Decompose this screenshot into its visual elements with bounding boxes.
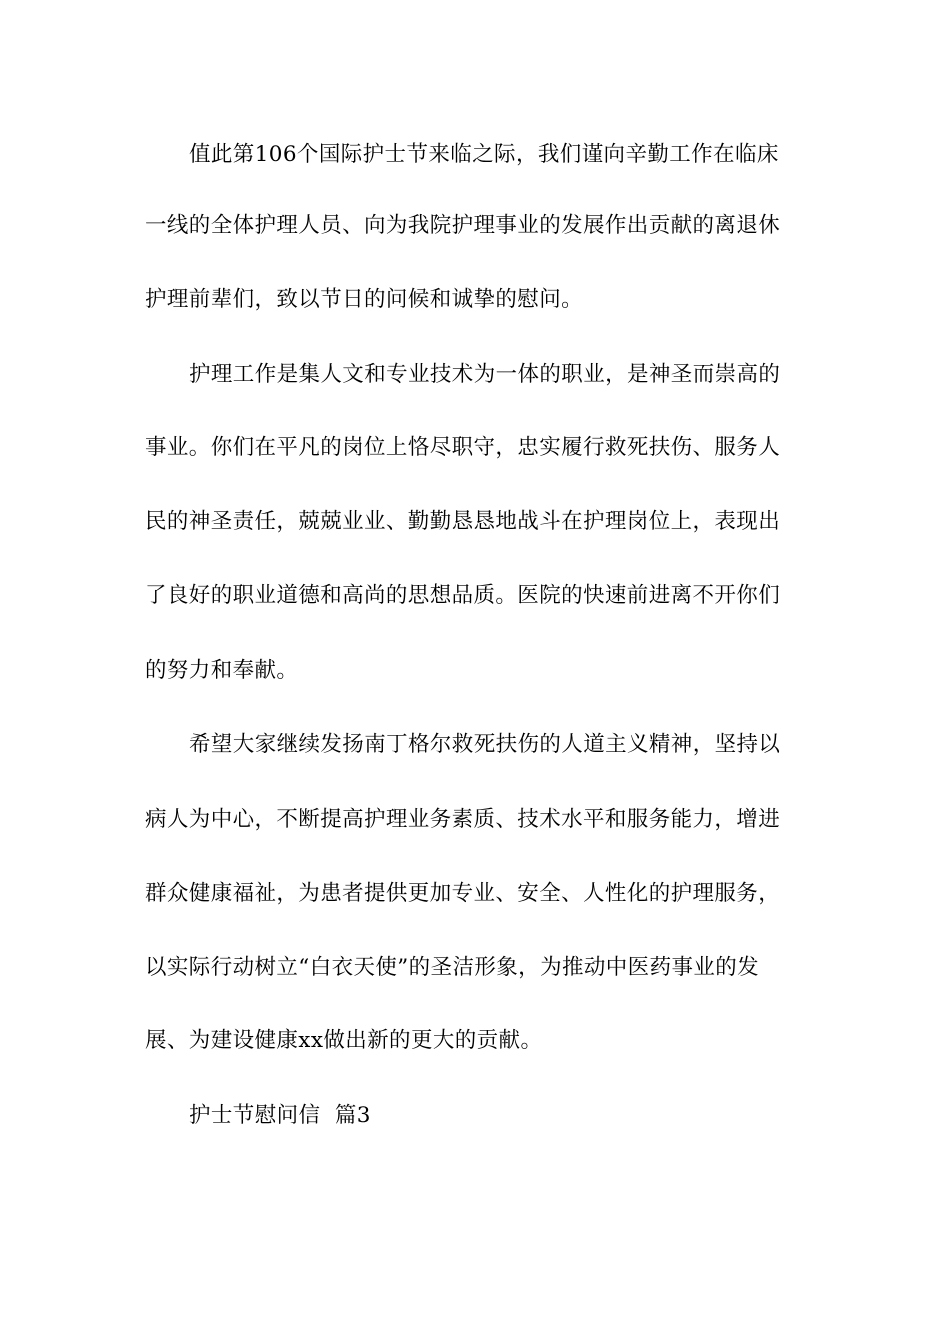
section-heading: 护士节慰问信 篇3 <box>189 1103 371 1128</box>
paragraph-3-line-5: 展、为建设健康xx做出新的更大的贡献。 <box>145 1028 543 1053</box>
paragraph-2-line-2: 事业。你们在平凡的岗位上恪尽职守，忠实履行救死扶伤、服务人 <box>145 435 781 460</box>
paragraph-2-line-1: 护理工作是集人文和专业技术为一体的职业，是神圣而崇高的 <box>189 362 781 387</box>
paragraph-1-line-1: 值此第106个国际护士节来临之际，我们谨向辛勤工作在临床 <box>189 142 779 167</box>
paragraph-2-line-5: 的努力和奉献。 <box>145 658 299 683</box>
paragraph-3-line-3: 群众健康福祉，为患者提供更加专业、安全、人性化的护理服务， <box>145 881 781 906</box>
paragraph-2-line-4: 了良好的职业道德和高尚的思想品质。医院的快速前进离不开你们 <box>145 583 781 608</box>
paragraph-3-line-1: 希望大家继续发扬南丁格尔救死扶伤的人道主义精神，坚持以 <box>189 732 781 757</box>
paragraph-2-line-3: 民的神圣责任，兢兢业业、勤勤恳恳地战斗在护理岗位上，表现出 <box>145 509 781 534</box>
paragraph-3-line-4: 以实际行动树立“白衣天使”的圣洁形象，为推动中医药事业的发 <box>145 955 760 980</box>
paragraph-3-line-2: 病人为中心，不断提高护理业务素质、技术水平和服务能力，增进 <box>145 807 781 832</box>
paragraph-1-line-3: 护理前辈们，致以节日的问候和诚挚的慰问。 <box>145 287 584 312</box>
paragraph-1-line-2: 一线的全体护理人员、向为我院护理事业的发展作出贡献的离退休 <box>145 213 781 238</box>
